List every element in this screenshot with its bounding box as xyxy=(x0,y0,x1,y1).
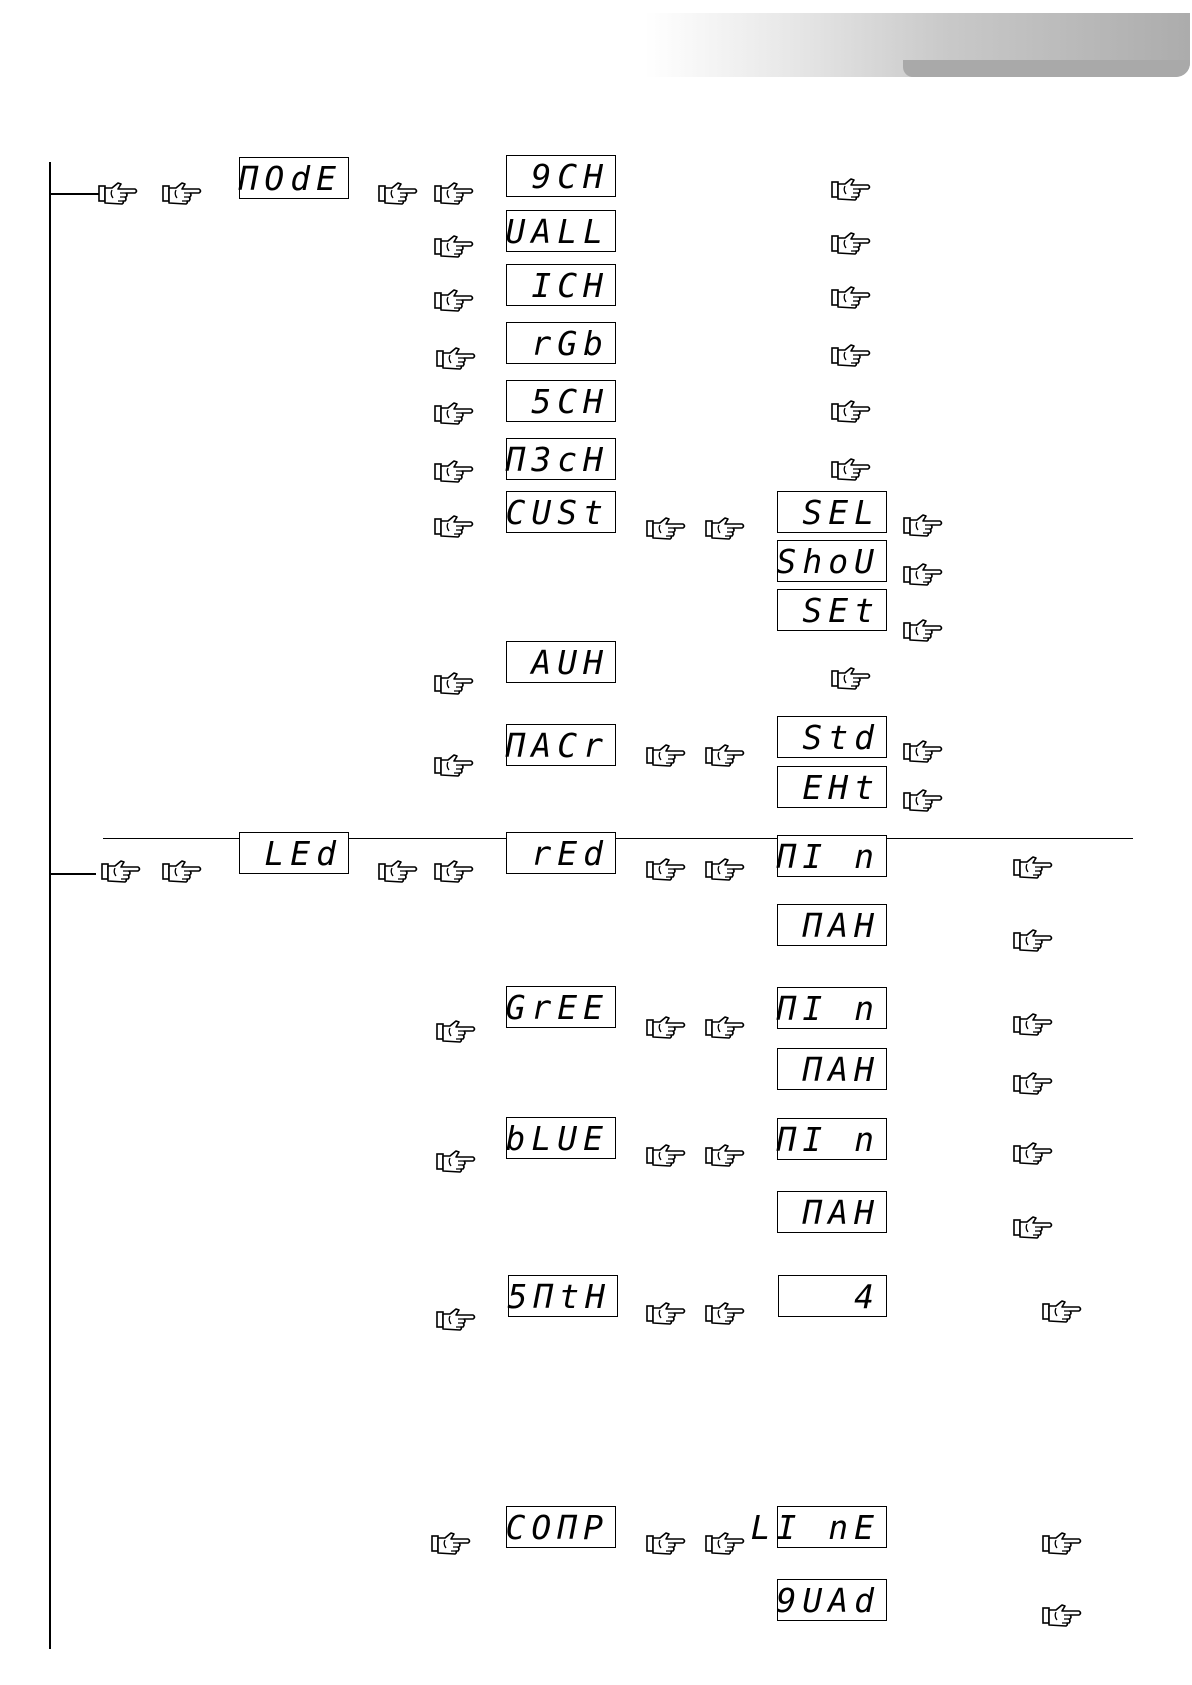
lcd-mode-macr: ΠACr xyxy=(506,724,616,766)
lcd-cust-show: ShoU xyxy=(777,540,887,582)
pointing-hand-icon xyxy=(646,1300,686,1326)
pointing-hand-icon xyxy=(101,858,141,884)
pointing-hand-icon xyxy=(436,1018,476,1044)
tree-trunk-line xyxy=(49,162,51,1649)
pointing-hand-icon xyxy=(646,856,686,882)
pointing-hand-icon xyxy=(831,398,871,424)
pointing-hand-icon xyxy=(705,515,745,541)
lcd-mode-9ch: 9CH xyxy=(506,155,616,197)
lcd-blue-min: ΠI n xyxy=(777,1118,887,1160)
lcd-led-blue: bLUE xyxy=(506,1117,616,1159)
pointing-hand-icon xyxy=(1042,1530,1082,1556)
pointing-hand-icon xyxy=(1042,1298,1082,1324)
lcd-mode-rgb: rGb xyxy=(506,322,616,364)
lcd-mode: ΠOdE xyxy=(239,157,349,199)
header-tab-tail xyxy=(903,60,1190,77)
pointing-hand-icon xyxy=(831,230,871,256)
pointing-hand-icon xyxy=(705,1530,745,1556)
pointing-hand-icon xyxy=(436,1306,476,1332)
pointing-hand-icon xyxy=(646,742,686,768)
pointing-hand-icon xyxy=(705,742,745,768)
lcd-led-gree: GrEE xyxy=(506,986,616,1028)
pointing-hand-icon xyxy=(646,1142,686,1168)
lcd-macr-std: Std xyxy=(777,716,887,758)
lcd-led-smth: 5ΠtH xyxy=(508,1275,618,1317)
pointing-hand-icon xyxy=(162,858,202,884)
pointing-hand-icon xyxy=(431,1530,471,1556)
lcd-blue-max: ΠAH xyxy=(777,1191,887,1233)
pointing-hand-icon xyxy=(705,856,745,882)
pointing-hand-icon xyxy=(434,858,474,884)
pointing-hand-icon xyxy=(1042,1602,1082,1628)
pointing-hand-icon xyxy=(434,458,474,484)
pointing-hand-icon xyxy=(436,1148,476,1174)
pointing-hand-icon xyxy=(1013,854,1053,880)
pointing-hand-icon xyxy=(1013,1214,1053,1240)
pointing-hand-icon xyxy=(831,176,871,202)
lcd-led-comp: COΠP xyxy=(506,1506,616,1548)
pointing-hand-icon xyxy=(436,345,476,371)
pointing-hand-icon xyxy=(646,1014,686,1040)
pointing-hand-icon xyxy=(646,515,686,541)
lcd-mode-aux: AUH xyxy=(506,641,616,683)
pointing-hand-icon xyxy=(831,284,871,310)
lcd-mode-cust: CUSt xyxy=(506,491,616,533)
lcd-mode-5ch: 5CH xyxy=(506,380,616,422)
pointing-hand-icon xyxy=(1013,927,1053,953)
lcd-mode-uall: UALL xyxy=(506,210,616,252)
pointing-hand-icon xyxy=(831,665,871,691)
lcd-comp-quad: 9UAd xyxy=(777,1579,887,1621)
pointing-hand-icon xyxy=(434,513,474,539)
pointing-hand-icon xyxy=(705,1300,745,1326)
pointing-hand-icon xyxy=(903,617,943,643)
pointing-hand-icon xyxy=(903,512,943,538)
pointing-hand-icon xyxy=(434,400,474,426)
pointing-hand-icon xyxy=(646,1530,686,1556)
pointing-hand-icon xyxy=(1013,1140,1053,1166)
pointing-hand-icon xyxy=(162,180,202,206)
lcd-red-min: ΠI n xyxy=(777,835,887,877)
lcd-cust-set: SEt xyxy=(777,589,887,631)
pointing-hand-icon xyxy=(903,787,943,813)
lcd-mode-m3ch: Π3cH xyxy=(506,438,616,480)
lcd-smth-value: 4 xyxy=(778,1275,887,1317)
pointing-hand-icon xyxy=(705,1014,745,1040)
pointing-hand-icon xyxy=(434,670,474,696)
pointing-hand-icon xyxy=(434,287,474,313)
pointing-hand-icon xyxy=(434,180,474,206)
pointing-hand-icon xyxy=(1013,1011,1053,1037)
branch-led-line xyxy=(49,873,96,875)
branch-mode-line xyxy=(49,193,99,195)
lcd-gree-min: ΠI n xyxy=(777,987,887,1029)
pointing-hand-icon xyxy=(705,1142,745,1168)
pointing-hand-icon xyxy=(903,738,943,764)
lcd-cust-sel: SEL xyxy=(777,491,887,533)
lcd-macr-ext: EHt xyxy=(777,766,887,808)
pointing-hand-icon xyxy=(831,456,871,482)
pointing-hand-icon xyxy=(903,561,943,587)
lcd-comp-line: LI nE xyxy=(777,1506,887,1548)
pointing-hand-icon xyxy=(378,858,418,884)
lcd-led: LEd xyxy=(239,832,349,874)
pointing-hand-icon xyxy=(434,752,474,778)
pointing-hand-icon xyxy=(1013,1070,1053,1096)
pointing-hand-icon xyxy=(98,180,138,206)
lcd-red-max: ΠAH xyxy=(777,904,887,946)
lcd-mode-1ch: ICH xyxy=(506,264,616,306)
pointing-hand-icon xyxy=(378,180,418,206)
lcd-gree-max: ΠAH xyxy=(777,1048,887,1090)
pointing-hand-icon xyxy=(831,342,871,368)
pointing-hand-icon xyxy=(434,233,474,259)
lcd-led-red: rEd xyxy=(506,832,616,874)
